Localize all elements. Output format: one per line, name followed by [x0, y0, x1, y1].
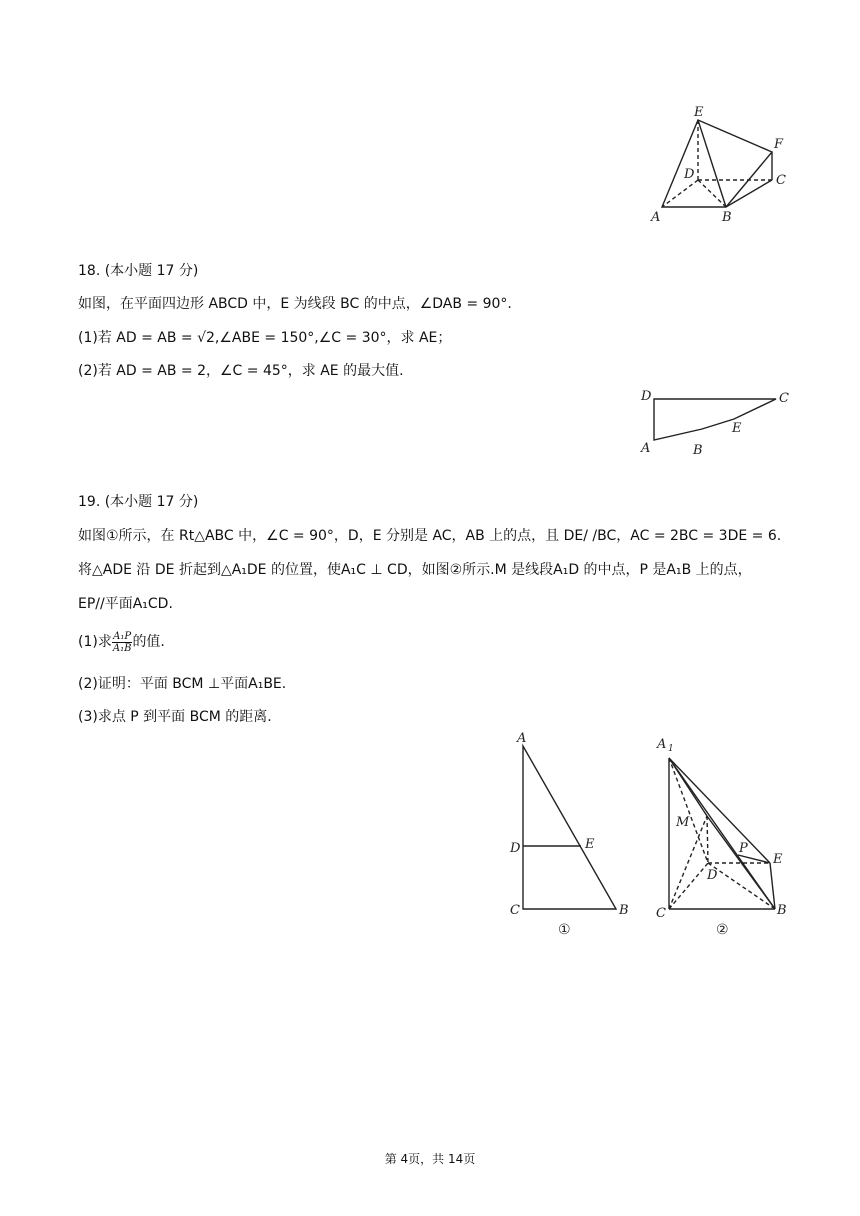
q19-part2: (2)证明：平面 BCM ⊥平面A₁BE. [78, 676, 287, 692]
page-footer: 第 4页，共 14页 [384, 1152, 476, 1166]
vertex-label-p: P [739, 841, 748, 856]
vertex-label-m: M [676, 815, 690, 830]
q18-part2: (2)若 AD = AB = 2，∠C = 45°，求 AE 的最大值. [78, 363, 404, 379]
vertex-label-d: D [707, 868, 718, 883]
figure-q19-triangle [500, 726, 640, 941]
figure-caption-2: ② [716, 922, 729, 938]
q19-line2: 将△ADE 沿 DE 折起到△A₁DE 的位置，使A₁C ⊥ CD，如图②所示.M 是线段A₁D 的中点，P 是A₁B 上的点， [78, 562, 752, 578]
q19-part1-prefix: (1)求 [78, 634, 112, 650]
vertex-label-c: C [779, 391, 789, 406]
figure-q19-folded-solid [650, 726, 800, 941]
vertex-label-c: C [510, 903, 520, 918]
vertex-label-c: C [776, 173, 786, 188]
vertex-label-a: A [651, 210, 661, 225]
fraction-numerator: A₁P [113, 630, 132, 642]
figure-caption-1: ① [558, 922, 571, 938]
vertex-label-f: F [774, 137, 784, 152]
ratio-fraction [112, 631, 133, 654]
vertex-label-e: E [694, 105, 704, 120]
vertex-label-a1: A [657, 737, 667, 752]
vertex-label-a: A [517, 731, 527, 746]
vertex-label-a1-subscript: 1 [668, 744, 674, 754]
vertex-label-d: D [641, 389, 652, 404]
vertex-label-a: A [641, 441, 651, 456]
figure-q18-quadrilateral [630, 382, 800, 462]
vertex-label-b: B [693, 443, 703, 458]
vertex-label-b: B [619, 903, 629, 918]
q19-line1: 如图①所示，在 Rt△ABC 中，∠C = 90°，D，E 分别是 AC，AB 上的点，且 DE/ /BC，AC = 2BC = 3DE = 6. [78, 528, 782, 544]
q19-part1 [78, 627, 165, 657]
vertex-label-e: E [732, 421, 742, 436]
q18-intro: 如图，在平面四边形 ABCD 中，E 为线段 BC 的中点，∠DAB = 90°. [78, 296, 512, 312]
q18-header: 18. (本小题 17 分) [78, 263, 199, 279]
q19-part1-suffix: 的值. [132, 634, 165, 650]
vertex-label-e: E [585, 837, 595, 852]
vertex-label-c: C [656, 906, 666, 921]
vertex-label-b: B [777, 903, 787, 918]
fraction-denominator: A₁B [112, 642, 132, 654]
q18-part1: (1)若 AD = AB = √2,∠ABE = 150°,∠C = 30°，求 AE； [78, 330, 452, 346]
q19-line3: EP//平面A₁CD. [78, 596, 173, 612]
q19-header: 19. (本小题 17 分) [78, 494, 199, 510]
q19-part3: (3)求点 P 到平面 BCM 的距离. [78, 709, 272, 725]
vertex-label-d: D [510, 841, 521, 856]
figure-q17-solid [640, 100, 800, 230]
vertex-label-e: E [773, 852, 783, 867]
vertex-label-d: D [684, 167, 695, 182]
vertex-label-b: B [722, 210, 732, 225]
